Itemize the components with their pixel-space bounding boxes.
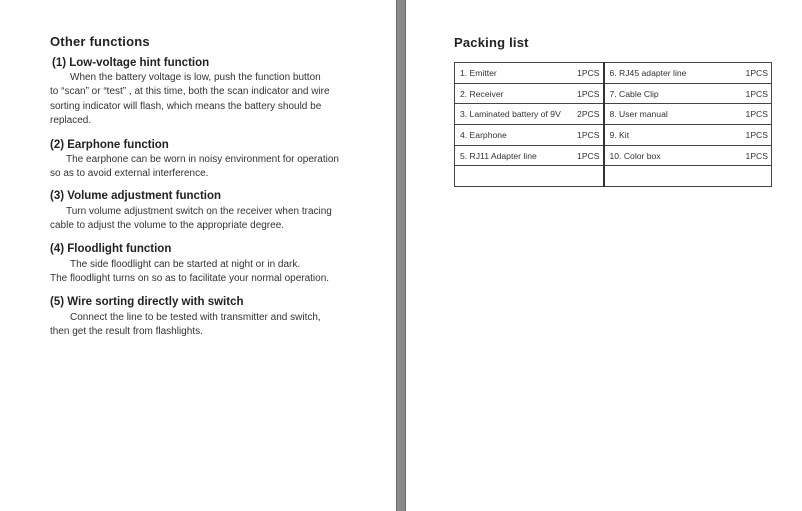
table-row	[455, 83, 772, 104]
table-row	[455, 63, 772, 84]
item-name: 8. User manual	[609, 109, 668, 120]
section-text-earphone	[50, 153, 370, 182]
text-line: The earphone can be worn in noisy environment for operation	[66, 154, 339, 165]
table-row	[455, 145, 772, 166]
packing-item-cell	[455, 145, 604, 166]
text-line: replaced.	[50, 114, 92, 126]
section-heading-floodlight: (4) Floodlight function	[50, 243, 172, 255]
section-heading-earphone: (2) Earphone function	[50, 139, 169, 151]
right-page	[406, 0, 802, 511]
packing-item-cell	[455, 104, 604, 125]
packing-item-cell	[604, 166, 772, 187]
text-line: The floodlight turns on so as to facilitate your normal operation.	[50, 273, 330, 285]
packing-item-cell	[604, 63, 772, 84]
section-text-floodlight	[50, 258, 370, 287]
section-text-volume	[50, 205, 370, 234]
item-quantity: 1PCS	[745, 88, 768, 99]
text-line: so as to avoid external interference.	[50, 168, 209, 180]
packing-list-title: Packing list	[454, 35, 529, 50]
section-heading-wire-sorting: (5) Wire sorting directly with switch	[50, 296, 244, 308]
table-row	[455, 166, 772, 187]
item-name: 5. RJ11 Adapter line	[460, 150, 537, 161]
text-line: then get the result from flashlights.	[50, 326, 203, 338]
item-name: 3. Laminated battery of 9V	[460, 109, 561, 120]
item-name: 7. Cable Clip	[609, 88, 659, 99]
item-quantity: 1PCS	[577, 67, 600, 78]
item-name: 1. Emitter	[460, 67, 497, 78]
item-quantity: 1PCS	[577, 129, 600, 140]
packing-item-cell	[455, 63, 604, 84]
left-page	[0, 0, 396, 511]
section-heading-low-voltage: (1) Low-voltage hint function	[52, 57, 210, 69]
packing-item-cell	[604, 83, 772, 104]
text-line: When the battery voltage is low, push the function button	[70, 72, 321, 83]
section-heading-volume: (3) Volume adjustment function	[50, 190, 222, 202]
section-text-wire-sorting	[50, 311, 370, 340]
item-quantity: 1PCS	[745, 129, 768, 140]
item-quantity: 1PCS	[745, 67, 768, 78]
text-line: Connect the line to be tested with transmitter and switch,	[70, 312, 321, 323]
item-name: 10. Color box	[609, 150, 661, 161]
table-row	[455, 104, 772, 125]
packing-item-cell	[604, 104, 772, 125]
item-name: 6. RJ45 adapter line	[609, 67, 687, 78]
text-line: sorting indicator will flash, which means the battery should be	[50, 100, 322, 112]
item-quantity: 2PCS	[577, 109, 600, 120]
item-quantity: 1PCS	[745, 109, 768, 120]
packing-item-cell	[455, 166, 604, 187]
item-name: 2. Receiver	[460, 88, 504, 99]
text-line: to “scan” or “test” , at this time, both the scan indicator and wire	[50, 86, 330, 98]
item-quantity: 1PCS	[577, 88, 600, 99]
item-name: 4. Earphone	[460, 129, 507, 140]
other-functions-title: Other functions	[50, 34, 150, 49]
packing-item-cell	[604, 145, 772, 166]
packing-item-cell	[604, 125, 772, 146]
packing-item-cell	[455, 125, 604, 146]
section-text-low-voltage	[50, 71, 370, 128]
text-line: The side floodlight can be started at night or in dark.	[70, 259, 301, 270]
item-quantity: 1PCS	[577, 150, 600, 161]
table-row	[455, 125, 772, 146]
packing-list-table	[454, 62, 772, 187]
page-gutter	[396, 0, 406, 511]
text-line: Turn volume adjustment switch on the receiver when tracing	[66, 206, 332, 217]
text-line: cable to adjust the volume to the appropriate degree.	[50, 220, 285, 232]
packing-item-cell	[455, 83, 604, 104]
item-quantity: 1PCS	[745, 150, 768, 161]
item-name: 9. Kit	[609, 129, 630, 140]
